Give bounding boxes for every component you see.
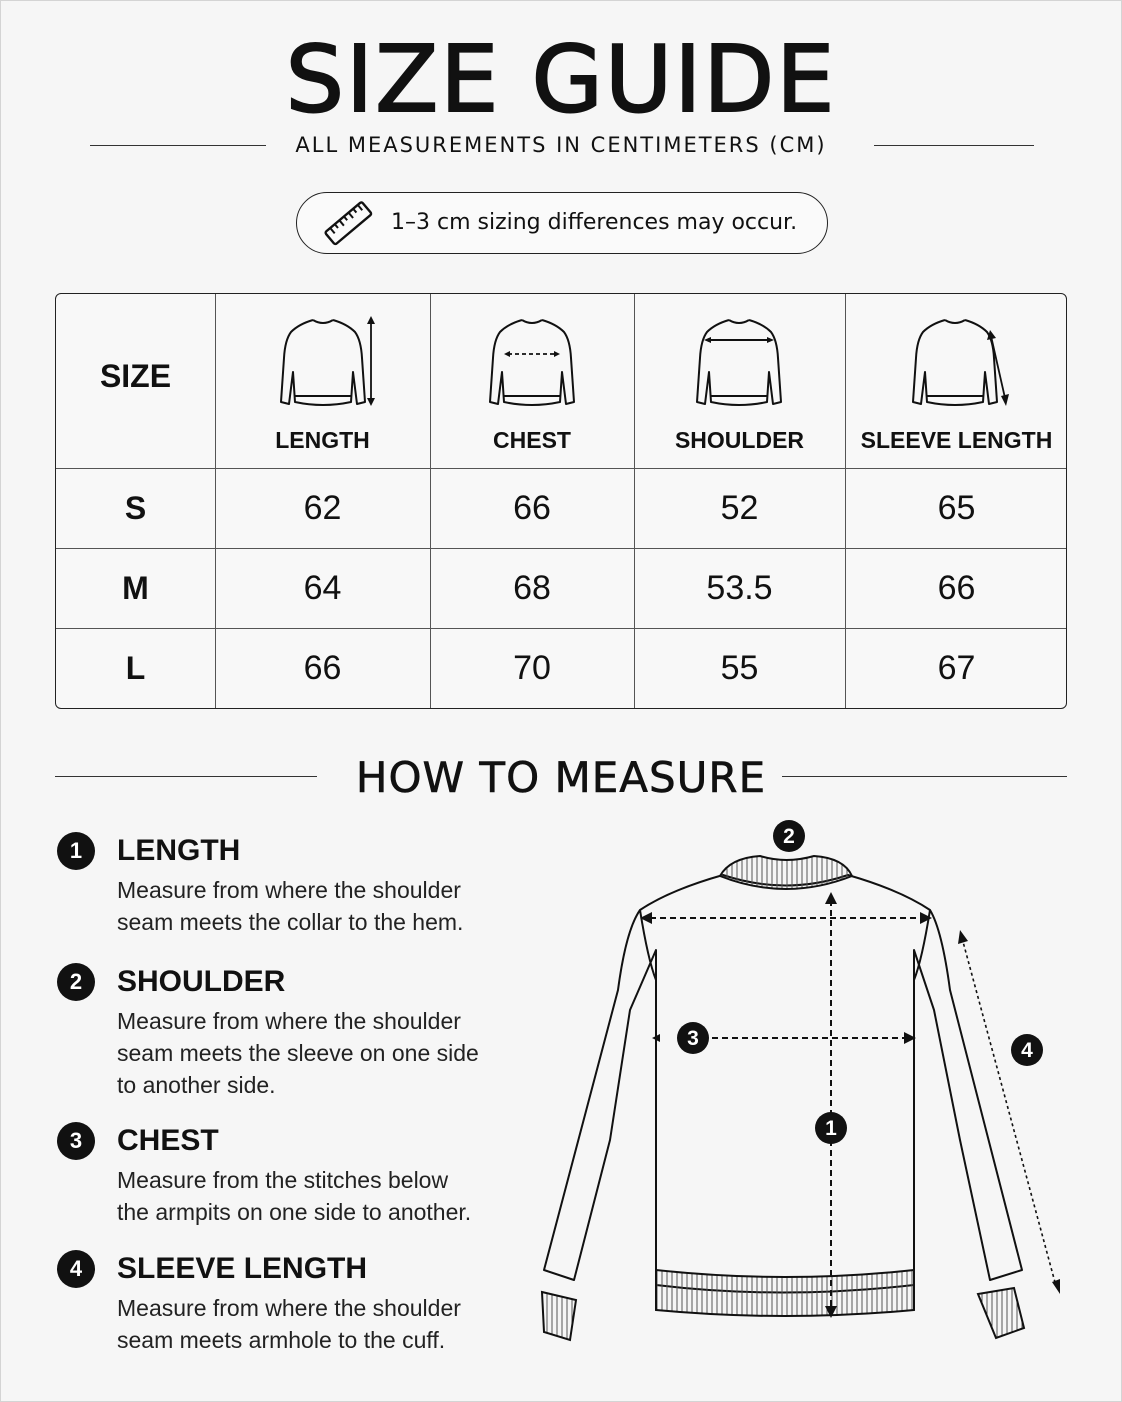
length-value: 66 — [303, 648, 342, 687]
step-description-line: seam meets armhole to the cuff. — [117, 1327, 446, 1353]
step-description — [117, 874, 517, 938]
step-title: LENGTH — [117, 834, 241, 867]
chest-value: 70 — [513, 648, 551, 687]
diagram-badge-label: 2 — [783, 825, 795, 848]
diagram-badge-3 — [660, 1022, 709, 1054]
left-cuff-ribbing — [542, 1292, 576, 1340]
step-title: CHEST — [117, 1124, 219, 1157]
section-divider-right — [782, 776, 1067, 777]
step-shoulder — [55, 963, 515, 1103]
step-description-line: Measure from where the shoulder — [117, 1295, 461, 1321]
step-description-line: seam meets the collar to the hem. — [117, 909, 464, 935]
sleeve-length-value: 66 — [937, 568, 976, 607]
diagram-badge-label: 4 — [1021, 1039, 1033, 1062]
right-cuff-ribbing — [978, 1288, 1024, 1338]
chest-value: 68 — [513, 568, 551, 607]
hem-ribbing — [656, 1270, 914, 1316]
diagram-badge-4 — [1011, 1034, 1043, 1066]
size-cell: M — [122, 569, 149, 606]
step-sleeve-length — [55, 1250, 515, 1370]
column-label-chest: CHEST — [493, 427, 571, 453]
ruler-icon — [323, 200, 375, 248]
sweater-measurement-diagram — [530, 810, 1090, 1370]
step-description-line: to another side. — [117, 1072, 276, 1098]
sweater-shoulder-icon — [689, 312, 789, 412]
step-description-line: seam meets the sleeve on one side — [117, 1040, 479, 1066]
diagram-badge-2 — [773, 820, 805, 852]
length-value: 62 — [303, 488, 342, 527]
sleeve-length-value: 67 — [937, 648, 976, 687]
how-to-measure-title: HOW TO MEASURE — [355, 753, 767, 802]
shoulder-value: 53.5 — [706, 568, 773, 607]
step-description-line: Measure from where the shoulder — [117, 877, 461, 903]
step-description-line: Measure from where the shoulder — [117, 1008, 461, 1034]
step-description — [117, 1292, 517, 1356]
diagram-badge-label: 1 — [825, 1117, 837, 1140]
step-chest — [55, 1122, 515, 1242]
sweater-chest-icon — [482, 312, 582, 412]
length-value: 64 — [303, 568, 342, 607]
diagram-badge-1 — [815, 1112, 847, 1144]
sizing-note-text: 1–3 cm sizing differences may occur. — [391, 210, 798, 235]
step-description — [117, 1005, 517, 1101]
size-cell: L — [125, 649, 146, 686]
column-header-chest — [430, 294, 634, 468]
size-column-header: SIZE — [99, 357, 172, 394]
step-length — [55, 832, 515, 952]
step-description-line: the armpits on one side to another. — [117, 1199, 472, 1225]
sweater-length-icon — [275, 312, 385, 412]
page-subtitle: ALL MEASUREMENTS IN CENTIMETERS (CM) — [295, 133, 827, 157]
step-number-badge: 3 — [57, 1122, 95, 1160]
diagram-badge-label: 3 — [687, 1027, 699, 1050]
shoulder-value: 55 — [720, 648, 759, 687]
size-cell: S — [124, 489, 147, 526]
step-number-badge: 1 — [57, 832, 95, 870]
page-title: SIZE GUIDE — [285, 26, 837, 133]
sizing-note — [296, 192, 828, 254]
divider-right — [874, 145, 1034, 146]
chest-value: 66 — [513, 488, 551, 527]
column-label-shoulder: SHOULDER — [674, 427, 805, 453]
step-description-line: Measure from the stitches below — [117, 1167, 449, 1193]
column-label-sleeve-length: SLEEVE LENGTH — [860, 427, 1053, 453]
sweater-outline — [544, 875, 1022, 1293]
column-label-length: LENGTH — [275, 427, 370, 453]
column-header-sleeve-length — [845, 294, 1067, 468]
step-title: SHOULDER — [117, 965, 286, 998]
sleeve-length-value: 65 — [937, 488, 976, 527]
sweater-sleeve-icon — [905, 312, 1015, 412]
size-table — [55, 293, 1067, 709]
column-header-shoulder — [634, 294, 845, 468]
step-number-badge: 4 — [57, 1250, 95, 1288]
shoulder-value: 52 — [720, 488, 759, 527]
step-description — [117, 1164, 517, 1228]
step-number-badge: 2 — [57, 963, 95, 1001]
column-header-length — [215, 294, 430, 468]
step-title: SLEEVE LENGTH — [117, 1252, 368, 1285]
